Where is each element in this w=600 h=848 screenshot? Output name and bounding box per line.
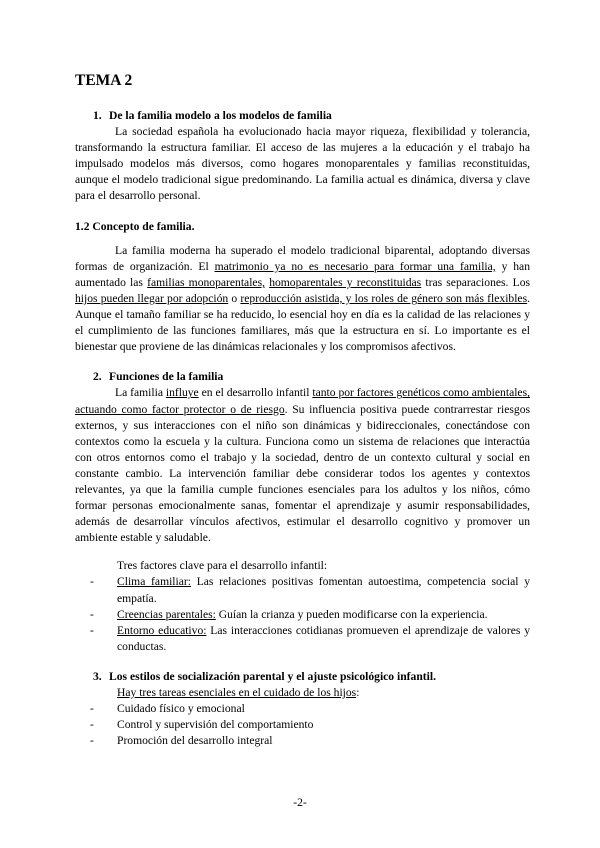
factor-text: Las interacciones cotidianas promueven el aprendizaje de valores y conductas. [117, 623, 530, 653]
factor-text: Guían la crianza y pueden modificarse con la experiencia. [215, 607, 488, 621]
underlined-text: hijos pueden llegar por adopción [75, 291, 229, 305]
section-1-2-paragraph [75, 243, 530, 356]
section-3-number: 3. [93, 669, 102, 683]
section-2-title: Funciones de la familia [109, 370, 224, 384]
text-run: : [356, 686, 360, 699]
section-3-title: Los estilos de socialización parental y el ajuste psicológico infantil. [109, 669, 436, 683]
text-run: tras separaciones. Los [421, 275, 531, 289]
underlined-text: Hay tres tareas esenciales en el cuidado de los hijos [117, 686, 357, 699]
list-item: - Promoción del desarrollo integral [75, 733, 530, 749]
text-run: La familia moderna ha superado el modelo tradicional biparental, adoptando diversas formas de organización. El [75, 243, 530, 273]
underlined-text: matrimonio ya no es necesario para formar una familia, [214, 259, 496, 273]
text-run: La familia [115, 386, 166, 400]
text-run: en el desarrollo infantil [198, 386, 313, 400]
list-item: - Cuidado físico y emocional [75, 701, 530, 717]
section-1-number: 1. [93, 109, 102, 122]
text-run: . Su influencia positiva puede contrarrestar riesgos externos, y sus interacciones con el niño son dinámicas y bidireccionales, conectándose con contextos como la escuela y la cultura. Funciona como un sistema de relaciones que interactúa con otros entornos como el trabajo y la sociedad, dentro de un contexto cultural y social en constante cambio. La intervención familiar debe considerar todos los agentes y contextos relevantes, ya que la familia cumple funciones esenciales para los adultos y los niños, cómo formar personas emocionalmente sanas, fomentar el aprendizaje y asumir responsabilidades, además de desarrollar vínculos afectivos, estimular el desarrollo cognitivo y promover un ambiente estable y saludable. [75, 402, 530, 545]
factor-text: Las relaciones positivas fomentan autoestima, competencia social y empatía. [117, 575, 531, 605]
text-run: o [228, 291, 241, 305]
tasks-intro [75, 685, 530, 701]
section-2-heading [75, 369, 530, 385]
section-3-heading [75, 669, 530, 685]
underlined-text: reproducción asistida, y los roles de género son más flexibles [240, 291, 528, 305]
underlined-text: tanto por factores genéticos como ambientales, actuando como factor protector o de riesgo [75, 386, 530, 416]
document-body [75, 108, 530, 749]
factor-label: Clima familiar: [117, 575, 191, 589]
section-1-title: De la familia modelo a los modelos de familia [109, 109, 332, 122]
underlined-text: familias monoparentales, [147, 275, 265, 289]
section-1-paragraph: La sociedad española ha evolucionado hacia mayor riqueza, flexibilidad y tolerancia, transformando la estructura familiar. El acceso de las mujeres a la educación y el trabajo ha impulsado modelos más diversos, como hogares monoparentales y familias reconstituidas, aunque el modelo tradicional sigue predominando. La familia actual es dinámica, diversa y clave para el desarrollo personal. [75, 125, 530, 203]
underlined-text: influye [165, 386, 199, 400]
page-number: -2- [293, 796, 307, 809]
factors-intro: Tres factores clave para el desarrollo infantil: [117, 559, 328, 573]
list-item [75, 623, 530, 655]
underlined-text: homoparentales y reconstituidas [269, 275, 422, 289]
section-2-paragraph [75, 385, 530, 546]
section-1-2-heading: 1.2 Concepto de familia. [75, 219, 195, 233]
list-item: - Control y supervisión del comportamiento [75, 717, 530, 733]
factor-label: Creencias parentales: [117, 607, 216, 621]
tasks-list [75, 701, 530, 749]
text-run: y han aumentado las [75, 259, 530, 289]
document-title: TEMA 2 [75, 72, 133, 89]
factor-label: Entorno educativo: [117, 623, 207, 637]
list-item [75, 607, 530, 623]
section-1-heading [75, 108, 530, 124]
text-run: . Aunque el tamaño familiar se ha reducido, lo esencial hoy en día es la calidad de las relaciones y el cumplimiento de las funciones familiares, más que la estructura en sí. Lo importante es el bienestar que proviene de las dinámicas relacionales y los compromisos afectivos. [75, 291, 530, 354]
section-2-number: 2. [93, 370, 102, 384]
list-item [75, 574, 530, 606]
factors-list [75, 574, 530, 654]
